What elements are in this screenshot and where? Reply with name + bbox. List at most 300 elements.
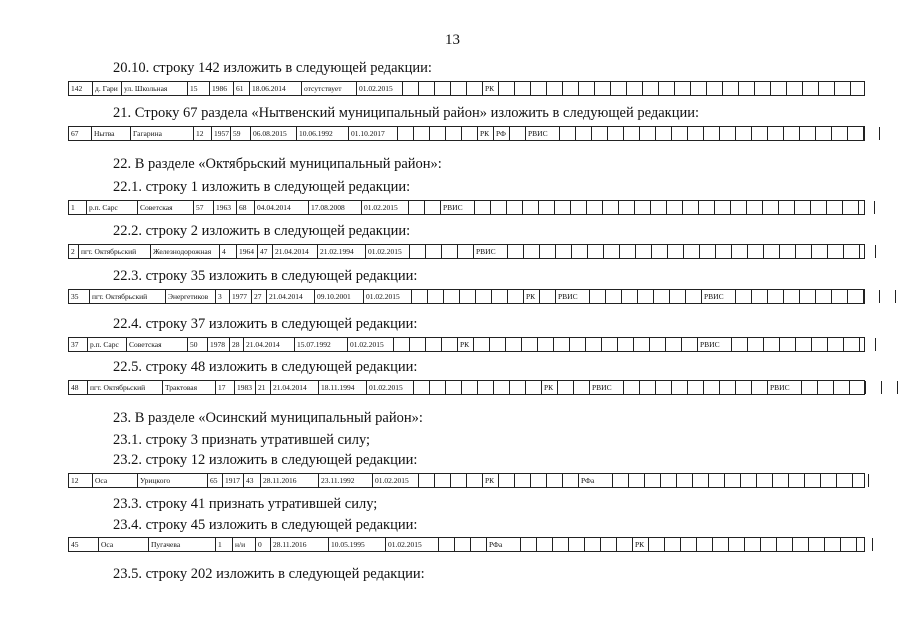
paragraph-22-2: 22.2. строку 2 изложить в следующей редакции: [113,223,411,239]
empty-cell [553,538,569,551]
empty-cell [629,474,645,487]
table-cell: 27 [252,290,267,303]
empty-cell [419,474,435,487]
empty-cell [547,474,563,487]
table-cell: пгт. Октябрьский [88,381,163,394]
empty-cell [773,474,789,487]
empty-cell [876,338,878,351]
empty-cell [875,201,877,214]
table-cell: Урицкого [138,474,208,487]
empty-cell [515,82,531,95]
table-cell: пгт. Октябрьский [90,290,166,303]
empty-cell [426,338,442,351]
empty-cell [675,82,691,95]
empty-cell [409,201,425,214]
table-cell: Советская [127,338,188,351]
table-cell: 01.02.2015 [373,474,419,487]
empty-cell [677,474,693,487]
table-cell: 4 [220,245,237,258]
paragraph-22-4: 22.4. строку 37 изложить в следующей редакции: [113,316,418,332]
empty-cell [853,474,869,487]
status-mark-cell: РК [633,538,649,551]
empty-cell [563,474,579,487]
empty-cell [725,474,741,487]
empty-cell [635,201,651,214]
paragraph-23-3: 23.3. строку 41 признать утратившей силу; [113,496,378,512]
status-mark-cell: РВИС [556,290,590,303]
empty-cell [398,127,414,140]
table-cell: 09.10.2001 [315,290,364,303]
empty-cell [835,82,851,95]
empty-cell [843,201,859,214]
empty-cell [538,338,554,351]
table-cell: 28.11.2016 [261,474,319,487]
empty-cell [608,127,624,140]
empty-cell [613,474,629,487]
table-cell: Трактовая [163,381,216,394]
empty-cell [757,474,773,487]
empty-cell [462,127,478,140]
empty-cell [745,538,761,551]
empty-cell [864,290,880,303]
empty-cell [707,82,723,95]
table-cell: 1986 [210,82,234,95]
empty-cell [649,538,665,551]
empty-cell [574,381,590,394]
status-mark-cell: РК [458,338,474,351]
table-cell: 12 [69,474,93,487]
empty-cell [736,127,752,140]
table-cell: 01.02.2015 [348,338,394,351]
empty-cell [700,245,716,258]
table-cell: 45 [69,538,99,551]
empty-cell [844,338,860,351]
status-mark-cell: РФа [579,474,613,487]
status-mark-cell: РК [478,127,494,140]
empty-cell [446,381,462,394]
empty-cell [603,201,619,214]
table-cell: Железнодорожная [151,245,220,258]
table-cell: 61 [234,82,250,95]
empty-cell [898,381,900,394]
empty-cell [499,474,515,487]
empty-cell [864,127,880,140]
empty-cell [805,474,821,487]
empty-cell [471,538,487,551]
table-cell: 0 [256,538,271,551]
empty-cell [507,201,523,214]
table-cell: 1957 [214,129,229,138]
empty-cell [684,245,700,258]
empty-cell [876,245,878,258]
empty-cell [748,338,764,351]
empty-cell [656,127,672,140]
table-cell: 1963 [214,201,237,214]
table-cell: 59 [231,127,251,140]
empty-cell [736,290,752,303]
table-cell: 28 [230,338,244,351]
table-cell: 37 [69,338,88,351]
table-cell: 43 [244,474,261,487]
empty-cell [793,538,809,551]
table-cell: 21.04.2014 [271,381,319,394]
empty-cell [403,82,419,95]
empty-cell [618,338,634,351]
empty-cell [720,127,736,140]
empty-cell [531,474,547,487]
empty-cell [851,82,864,95]
table-row-2 [68,244,865,259]
table-cell: 21.04.2014 [267,290,315,303]
empty-cell [640,381,656,394]
empty-cell [412,290,428,303]
table-cell: р.п. Сарс [87,201,138,214]
status-mark-cell: РФ [494,127,510,140]
empty-cell [784,127,800,140]
empty-cell [752,290,768,303]
empty-cell [521,538,537,551]
empty-cell [681,538,697,551]
empty-cell [636,245,652,258]
empty-cell [563,82,579,95]
empty-cell [763,201,779,214]
empty-cell [588,245,604,258]
empty-cell [522,338,538,351]
empty-cell [651,201,667,214]
empty-cell [789,474,805,487]
empty-cell [688,381,704,394]
table-cell: д. Гари [93,82,122,95]
table-cell: 15 [188,82,210,95]
table-cell: Оса [93,474,138,487]
status-mark-cell: РВИС [474,245,508,258]
page-number: 13 [445,32,460,48]
table-cell: 21 [256,381,271,394]
empty-cell [795,201,811,214]
empty-cell [510,381,526,394]
paragraph-23-2: 23.2. строку 12 изложить в следующей редакции: [113,452,418,468]
empty-cell [866,381,882,394]
table-cell: 21.02.1994 [318,245,366,258]
empty-cell [531,82,547,95]
table-row-45 [68,537,865,552]
empty-cell [554,338,570,351]
empty-cell [732,338,748,351]
status-mark-cell: РВИС [702,290,736,303]
table-cell: 10.05.1995 [329,538,386,551]
table-cell: 57 [194,201,214,214]
empty-cell [617,538,633,551]
empty-cell [446,127,462,140]
empty-cell [442,245,458,258]
empty-cell [560,127,576,140]
empty-cell [697,538,713,551]
empty-cell [652,245,668,258]
empty-cell [494,381,510,394]
table-cell: ул. Школьная [122,82,188,95]
paragraph-22-3: 22.3. строку 35 изложить в следующей редакции: [113,268,418,284]
empty-cell [569,538,585,551]
empty-cell [604,245,620,258]
empty-cell [467,82,483,95]
empty-cell [819,82,835,95]
empty-cell [841,538,857,551]
empty-cell [709,474,725,487]
empty-cell [515,474,531,487]
empty-cell [729,538,745,551]
empty-cell [460,290,476,303]
empty-cell [834,381,850,394]
empty-cell [832,127,848,140]
table-cell: Пугачева [149,538,216,551]
table-row-12 [68,473,865,488]
empty-cell [821,474,837,487]
empty-cell [451,474,467,487]
empty-cell [768,127,784,140]
empty-cell [587,201,603,214]
table-cell: 01.10.2017 [349,127,398,140]
empty-cell [672,381,688,394]
empty-cell [510,127,526,140]
paragraph-23-4: 23.4. строку 45 изложить в следующей редакции: [113,517,418,533]
empty-cell [627,82,643,95]
empty-cell [771,82,787,95]
empty-cell [731,201,747,214]
table-cell: 17 [216,381,235,394]
empty-cell [414,381,430,394]
table-cell: Гагарина [131,127,194,140]
table-cell: 18.11.1994 [319,381,367,394]
table-cell: 23.11.1992 [319,474,373,487]
empty-cell [462,381,478,394]
empty-cell [860,245,876,258]
empty-cell [882,381,898,394]
empty-cell [812,245,828,258]
empty-cell [435,82,451,95]
table-cell: 1917 [223,474,244,487]
empty-cell [645,474,661,487]
empty-cell [741,474,757,487]
table-cell: 1978 [208,338,230,351]
empty-cell [414,127,430,140]
table-row-35 [68,289,865,304]
table-row-67 [68,126,865,141]
empty-cell [827,201,843,214]
table-cell: 04.04.2014 [255,201,309,214]
empty-cell [508,245,524,258]
table-cell: 01.02.2015 [367,381,414,394]
empty-cell [803,82,819,95]
empty-cell [896,290,898,303]
status-mark-cell: РК [542,381,558,394]
status-mark-cell: РВИС [698,338,732,351]
status-mark-cell: РК [483,82,499,95]
empty-cell [860,338,876,351]
table-cell: пгт. Октябрьский [79,245,151,258]
empty-cell [811,201,827,214]
table-cell: 12 [194,127,212,140]
table-cell: 1964 [237,245,258,258]
table-cell: 15.07.1992 [295,338,348,351]
paragraph-22: 22. В разделе «Октябрьский муниципальный район»: [113,156,442,172]
table-cell: Нытва [92,127,131,140]
table-cell: 28.11.2016 [271,538,329,551]
paragraph-21: 21. Строку 67 раздела «Нытвенский муниципальный район» изложить в следующей редакции: [113,105,700,121]
table-row-142 [68,81,865,96]
empty-cell [857,538,873,551]
empty-cell [601,538,617,551]
empty-cell [869,474,871,487]
empty-cell [667,201,683,214]
empty-cell [643,82,659,95]
table-cell: 1 [216,538,233,551]
table-cell: 01.02.2015 [362,201,409,214]
table-cell: Энергетиков [166,290,216,303]
empty-cell [491,201,507,214]
empty-cell [570,338,586,351]
empty-cell [873,538,875,551]
table-cell: 68 [237,201,255,214]
table-cell: 48 [69,381,88,394]
empty-cell [716,245,732,258]
empty-cell [539,201,555,214]
table-cell: 1983 [235,381,256,394]
empty-cell [620,245,636,258]
empty-cell [458,245,474,258]
table-row-48 [68,380,865,395]
empty-cell [492,290,508,303]
empty-cell [576,127,592,140]
empty-cell [755,82,771,95]
table-cell: 50 [188,338,208,351]
empty-cell [506,338,522,351]
empty-cell [777,538,793,551]
empty-cell [508,290,524,303]
empty-cell [736,381,752,394]
empty-cell [558,381,574,394]
status-mark-cell: РК [483,474,499,487]
table-cell: 142 [69,82,93,95]
empty-cell [526,381,542,394]
empty-cell [611,82,627,95]
table-cell: 1977 [230,290,252,303]
empty-cell [723,82,739,95]
empty-cell [426,245,442,258]
empty-cell [523,201,539,214]
empty-cell [410,338,426,351]
empty-cell [624,381,640,394]
empty-cell [686,290,702,303]
empty-cell [394,338,410,351]
empty-cell [764,338,780,351]
table-cell: 01.02.2015 [364,290,412,303]
table-row-1 [68,200,865,215]
empty-cell [670,290,686,303]
empty-cell [606,290,622,303]
empty-cell [439,538,455,551]
empty-cell [837,474,853,487]
empty-cell [585,538,601,551]
empty-cell [784,290,800,303]
empty-cell [430,381,446,394]
empty-cell [787,82,803,95]
empty-cell [430,127,446,140]
empty-cell [419,82,435,95]
empty-cell [779,201,795,214]
table-cell: 65 [208,474,223,487]
empty-cell [880,290,896,303]
empty-cell [638,290,654,303]
empty-cell [802,381,818,394]
empty-cell [444,290,460,303]
empty-cell [732,245,748,258]
empty-cell [499,82,515,95]
empty-cell [688,127,704,140]
empty-cell [442,338,458,351]
empty-cell [720,381,736,394]
empty-cell [752,127,768,140]
empty-cell [780,338,796,351]
empty-cell [654,290,670,303]
empty-cell [425,201,441,214]
empty-cell [828,245,844,258]
table-cell: 35 [69,290,90,303]
empty-cell [693,474,709,487]
table-cell: Оса [99,538,149,551]
empty-cell [435,474,451,487]
empty-cell [524,245,540,258]
empty-cell [540,290,556,303]
empty-cell [683,201,699,214]
empty-cell [579,82,595,95]
empty-cell [761,538,777,551]
empty-cell [661,474,677,487]
empty-cell [592,127,608,140]
table-cell: р.п. Сарс [88,338,127,351]
empty-cell [828,338,844,351]
empty-cell [624,127,640,140]
empty-cell [595,82,611,95]
table-cell: 67 [69,127,92,140]
paragraph-23-1: 23.1. строку 3 признать утратившей силу; [113,432,371,448]
empty-cell [848,290,864,303]
empty-cell [747,201,763,214]
table-cell: 06.08.2015 [251,127,297,140]
empty-cell [699,201,715,214]
empty-cell [812,338,828,351]
empty-cell [818,381,834,394]
empty-cell [848,127,864,140]
empty-cell [474,338,490,351]
empty-cell [832,290,848,303]
empty-cell [602,338,618,351]
empty-cell [825,538,841,551]
empty-cell [475,201,491,214]
empty-cell [410,245,426,258]
table-cell: н/и [233,538,256,551]
empty-cell [668,245,684,258]
empty-cell [752,381,768,394]
status-mark-cell: РВИС [590,381,624,394]
empty-cell [640,127,656,140]
empty-cell [780,245,796,258]
status-mark-cell: РВИС [768,381,802,394]
empty-cell [455,538,471,551]
empty-cell [691,82,707,95]
empty-cell [451,82,467,95]
empty-cell [768,290,784,303]
table-cell: 21.04.2014 [273,245,318,258]
